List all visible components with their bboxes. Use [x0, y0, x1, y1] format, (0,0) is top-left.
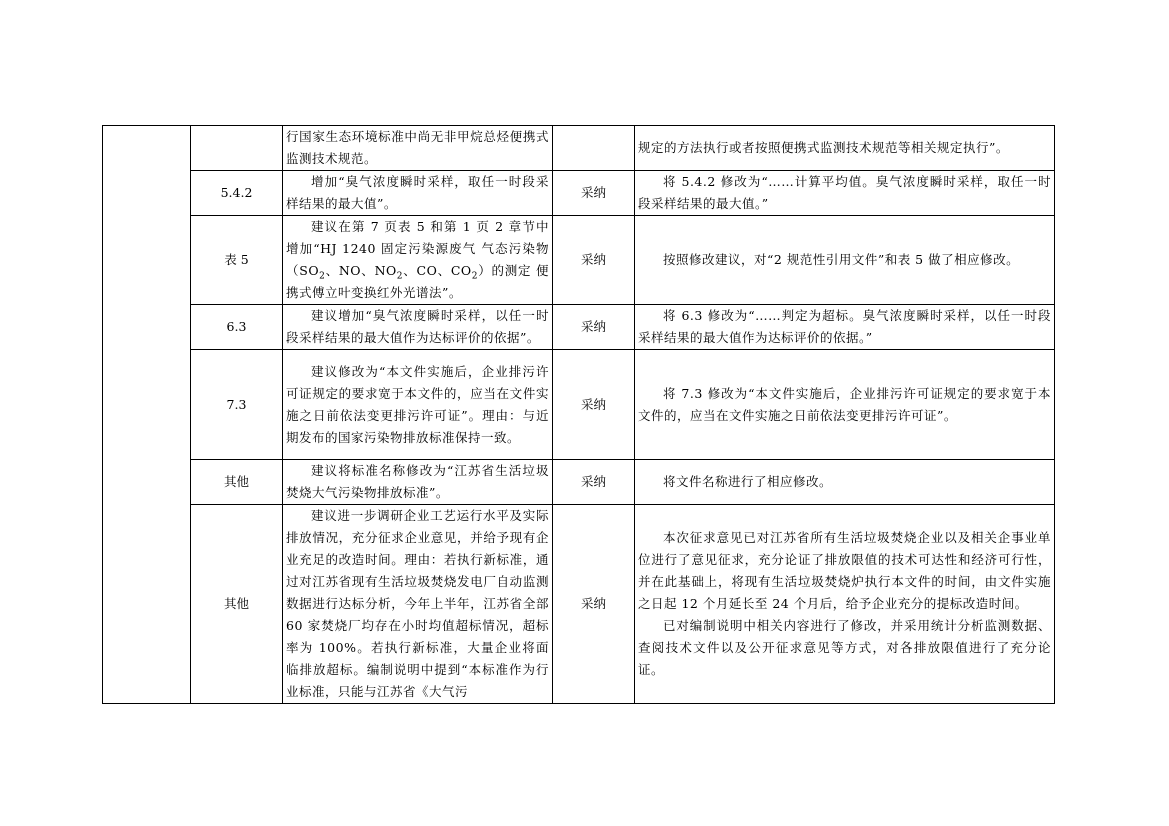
suggestion-cell: 增加“臭气浓度瞬时采样，取任一时段采样结果的最大值”。: [283, 171, 553, 216]
handling-cell: [635, 460, 1055, 505]
item-cell: 表 5: [191, 216, 283, 305]
table-row: [103, 126, 1055, 171]
item-cell: 其他: [191, 460, 283, 505]
handling-text: 将文件名称进行了相应修改。: [663, 474, 833, 489]
subscript: 2: [396, 271, 403, 282]
suggestion-cell: 建议增加“臭气浓度瞬时采样，以任一时段采样结果的最大值作为达标评价的依据”。: [283, 305, 553, 350]
subscript: 2: [471, 271, 478, 282]
suggestion-text-b: 、NO、NO: [325, 263, 397, 278]
handling-cell: [635, 350, 1055, 460]
table-row: [103, 171, 1055, 216]
result-cell: 采纳: [553, 505, 635, 704]
suggestion-cell: 行国家生态环境标准中尚无非甲烷总烃便携式监测技术规范。: [283, 126, 553, 171]
result-cell: 采纳: [553, 460, 635, 505]
suggestion-cell: [283, 216, 553, 305]
handling-text: 已对编制说明中相关内容进行了修改，并采用统计分析监测数据、查阅技术文件以及公开征求意见等方式，对各排放限值进行了充分论证。: [638, 618, 1051, 677]
handling-text: 将 5.4.2 修改为“……计算平均值。臭气浓度瞬时采样，取任一时段采样结果的最大值。”: [638, 174, 1051, 211]
handling-text: 将 7.3 修改为“本文件实施后，企业排污许可证规定的要求宽于本文件的，应当在文件实施之日前依法变更排污许可证”。: [638, 385, 1051, 423]
subscript: 2: [319, 271, 326, 282]
suggestion-text-a: 建议在第 7 页表 5 和第 1 页 2 章节中增加“HJ 1240 固定污染源废气 气态污染物（SO: [286, 219, 549, 278]
table-row: [103, 460, 1055, 505]
handling-cell: [635, 305, 1055, 350]
table-row: [103, 305, 1055, 350]
handling-cell: [635, 126, 1055, 171]
suggestion-cell: 建议修改为“本文件实施后，企业排污许可证规定的要求宽于本文件的，应当在文件实施之日前依法变更排污许可证”。理由：与近期发布的国家污染物排放标准保持一致。: [283, 350, 553, 460]
result-cell: 采纳: [553, 305, 635, 350]
row-group-cell: [103, 126, 191, 704]
table-row: [103, 505, 1055, 704]
suggestion-cell: 建议将标准名称修改为“江苏省生活垃圾焚烧大气污染物排放标准”。: [283, 460, 553, 505]
item-cell: [191, 126, 283, 171]
handling-cell: [635, 216, 1055, 305]
handling-cell: [635, 505, 1055, 704]
item-cell: 其他: [191, 505, 283, 704]
handling-text: 本次征求意见已对江苏省所有生活垃圾焚烧企业以及相关企事业单位进行了意见征求，充分论证了排放限值的技术可达性和经济可行性，并在此基础上，将现有生活垃圾焚烧炉执行本文件的时间，由文件实施之日起 12 个月延长至 24 个月后，给予企业充分的提标改造时间。: [638, 530, 1051, 611]
suggestion-text-c: 、CO、CO: [402, 263, 472, 278]
item-cell: 6.3: [191, 305, 283, 350]
handling-text: 按照修改建议，对“2 规范性引用文件”和表 5 做了相应修改。: [663, 252, 1020, 267]
result-cell: 采纳: [553, 350, 635, 460]
table-row: [103, 216, 1055, 305]
result-cell: [553, 126, 635, 171]
table-row: [103, 350, 1055, 460]
result-cell: 采纳: [553, 171, 635, 216]
item-cell: 7.3: [191, 350, 283, 460]
comment-table: [102, 125, 1055, 704]
item-cell: 5.4.2: [191, 171, 283, 216]
handling-cell: [635, 171, 1055, 216]
suggestion-text-d: ）的测定 便携式傅立叶变换红外光谱法”。: [286, 263, 549, 300]
result-cell: 采纳: [553, 216, 635, 305]
handling-text: 将 6.3 修改为“……判定为超标。臭气浓度瞬时采样，以任一时段采样结果的最大值作为达标评价的依据。”: [638, 308, 1051, 345]
handling-text: 规定的方法执行或者按照便携式监测技术规范等相关规定执行”。: [638, 140, 1009, 155]
suggestion-cell: 建议进一步调研企业工艺运行水平及实际排放情况，充分征求企业意见，并给予现有企业充足的改造时间。理由：若执行新标准，通过对江苏省现有生活垃圾焚烧发电厂自动监测数据进行达标分析，今年上半年，江苏省全部 60 家焚烧厂均存在小时均值超标情况，超标率为 100%。若执行新标准，大量企业将面临排放超标。编制说明中提到“本标准作为行业标准，只能与江苏省《大气污: [283, 505, 553, 704]
